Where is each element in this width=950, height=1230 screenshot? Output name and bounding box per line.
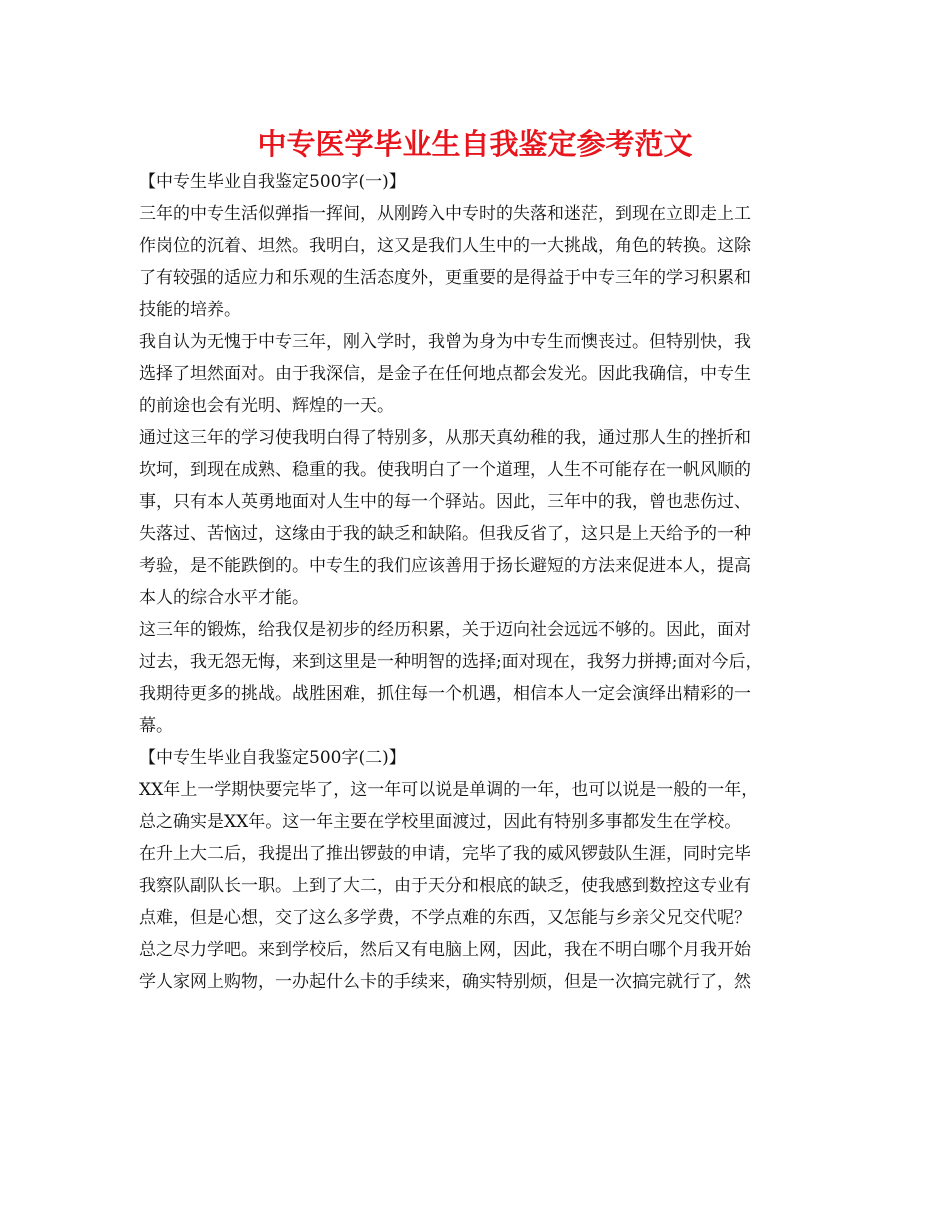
- text-line: 总之尽力学吧。来到学校后，然后又有电脑上网，因此，我在不明白哪个月我开始: [139, 940, 751, 960]
- paragraph-5: [139, 774, 814, 998]
- text-line: 点难，但是心想，交了这么多学费，不学点难的东西，又怎能与乡亲父兄交代呢？: [139, 908, 751, 928]
- text-line: 选择了坦然面对。由于我深信，是金子在任何地点都会发光。因此我确信，中专生: [139, 364, 751, 384]
- text-line: 作岗位的沉着、坦然。我明白，这又是我们人生中的一大挑战，角色的转换。这除: [139, 236, 751, 256]
- paragraph-4: [139, 614, 814, 742]
- text-line: 总之确实是XX年。这一年主要在学校里面渡过，因此有特别多事都发生在学校。: [139, 812, 742, 832]
- text-line: 我自认为无愧于中专三年，刚入学时，我曾为身为中专生而懊丧过。但特别快，我: [139, 332, 751, 352]
- paragraph-3: [139, 422, 814, 614]
- text-line: 学人家网上购物，一办起什么卡的手续来，确实特别烦，但是一次搞完就行了，然: [139, 972, 751, 992]
- paragraph-2: [139, 326, 814, 422]
- text-line: 了有较强的适应力和乐观的生活态度外，更重要的是得益于中专三年的学习积累和: [139, 268, 751, 288]
- document-body: [139, 166, 814, 998]
- text-line: 的前途也会有光明、辉煌的一天。: [139, 396, 394, 416]
- text-line: 失落过、苦恼过，这缘由于我的缺乏和缺陷。但我反省了，这只是上天给予的一种: [139, 524, 751, 544]
- text-line: 幕。: [139, 716, 173, 736]
- text-line: 这三年的锻炼，给我仅是初步的经历积累，关于迈向社会远远不够的。因此，面对: [139, 620, 751, 640]
- text-line: 坎坷，到现在成熟、稳重的我。使我明白了一个道理，人生不可能存在一帆风顺的: [139, 460, 751, 480]
- text-line: 通过这三年的学习使我明白得了特别多，从那天真幼稚的我，通过那人生的挫折和: [139, 428, 751, 448]
- section-heading-1: 【中专生毕业自我鉴定500字(一)】: [139, 172, 406, 192]
- text-line: 本人的综合水平才能。: [139, 588, 309, 608]
- document-title: 中专医学毕业生自我鉴定参考范文: [257, 127, 693, 161]
- text-line: 我期待更多的挑战。战胜困难，抓住每一个机遇，相信本人一定会演绎出精彩的一: [139, 684, 751, 704]
- text-line: 事，只有本人英勇地面对人生中的每一个驿站。因此，三年中的我，曾也悲伤过、: [139, 492, 751, 512]
- text-line: 三年的中专生活似弹指一挥间，从刚跨入中专时的失落和迷茫，到现在立即走上工: [139, 204, 751, 224]
- text-line: 技能的培养。: [139, 300, 241, 320]
- text-line: 我察队副队长一职。上到了大二，由于天分和根底的缺乏，使我感到数控这专业有: [139, 876, 751, 896]
- text-line: 过去，我无怨无悔，来到这里是一种明智的选择;面对现在，我努力拼搏;面对今后，: [139, 652, 763, 672]
- text-line: 考验，是不能跌倒的。中专生的我们应该善用于扬长避短的方法来促进本人，提高: [139, 556, 751, 576]
- text-line: 在升上大二后，我提出了推出锣鼓的申请，完毕了我的威风锣鼓队生涯，同时完毕: [139, 844, 751, 864]
- text-line: XX年上一学期快要完毕了，这一年可以说是单调的一年，也可以说是一般的一年，: [139, 780, 759, 800]
- section-heading-2: 【中专生毕业自我鉴定500字(二)】: [139, 748, 406, 768]
- paragraph-1: [139, 198, 814, 326]
